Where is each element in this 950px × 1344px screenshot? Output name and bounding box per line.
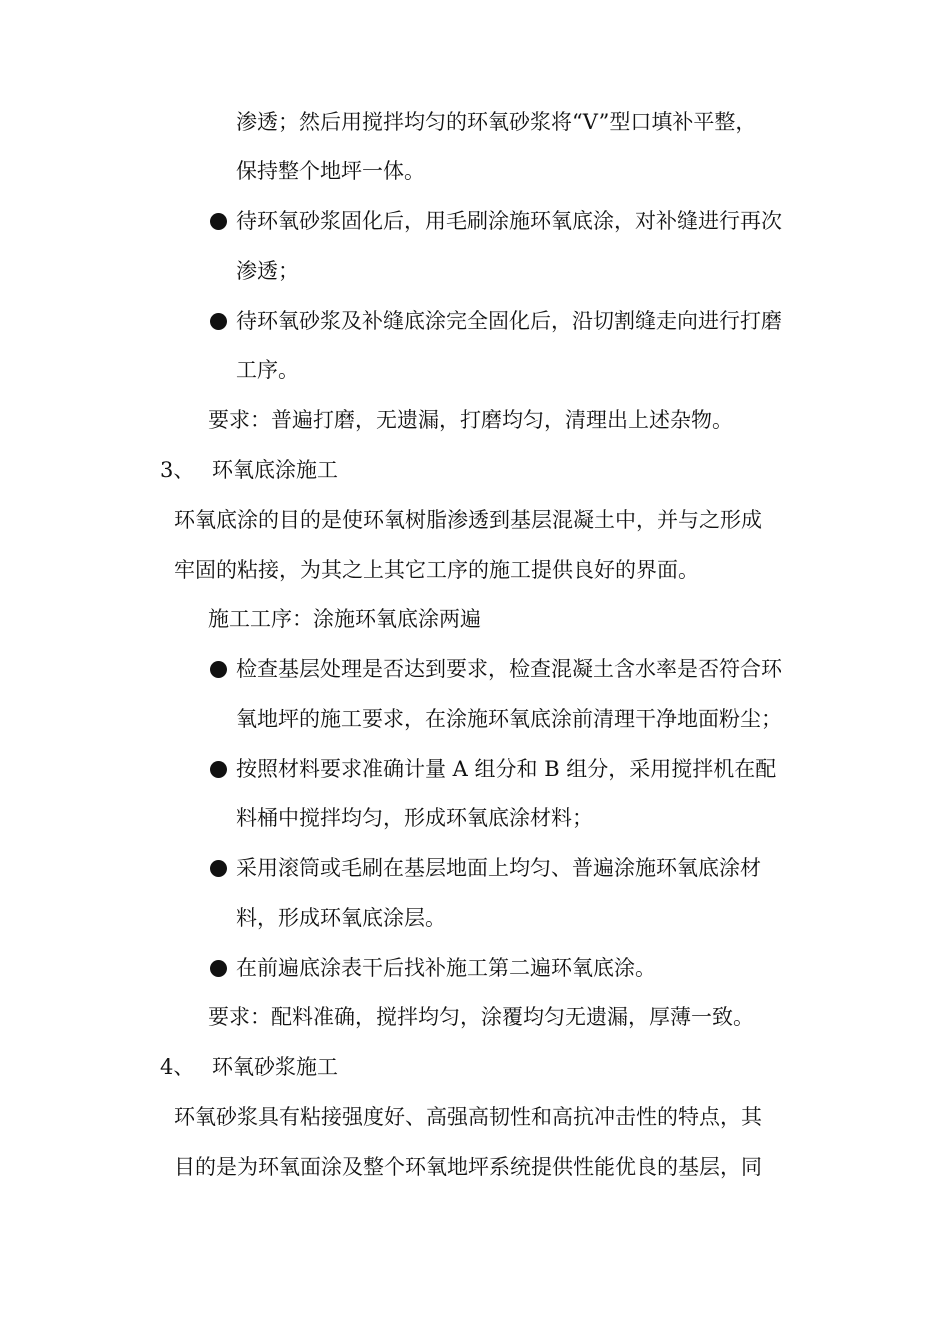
text-line: 料桶中搅拌均匀，形成环氧底涂材料； (236, 806, 593, 830)
bullet-item-text: 检查基层处理是否达到要求，检查混凝土含水率是否符合环 (236, 657, 782, 681)
section-heading: 环氧底涂施工 (212, 458, 338, 482)
bullet-item-text: 按照材料要求准确计量 A 组分和 B 组分，采用搅拌机在配 (236, 757, 777, 781)
bullet-icon (208, 854, 228, 882)
paragraph-line: 目的是为环氧面涂及整个环氧地坪系统提供性能优良的基层，同 (174, 1155, 762, 1179)
bullet-icon (208, 655, 228, 683)
bullet-icon (208, 755, 228, 783)
paragraph-line: 牢固的粘接，为其之上其它工序的施工提供良好的界面。 (174, 558, 699, 582)
bullet-item-text: 在前遍底涂表干后找补施工第二遍环氧底涂。 (236, 956, 656, 980)
paragraph-line: 环氧砂浆具有粘接强度好、高强高韧性和高抗冲击性的特点，其 (174, 1105, 762, 1129)
text-line: 料，形成环氧底涂层。 (236, 906, 446, 930)
section-heading: 环氧砂浆施工 (212, 1055, 338, 1079)
text-line: 渗透； (236, 259, 299, 283)
bullet-icon (208, 307, 228, 335)
bullet-icon (208, 207, 228, 235)
requirement-text: 要求：普遍打磨，无遗漏，打磨均匀，清理出上述杂物。 (208, 408, 733, 432)
bullet-icon (208, 954, 228, 982)
section-number: 3、 (160, 458, 195, 482)
paragraph-line: 环氧底涂的目的是使环氧树脂渗透到基层混凝土中，并与之形成 (174, 508, 762, 532)
text-line: 工序。 (236, 358, 299, 382)
requirement-text: 要求：配料准确，搅拌均匀，涂覆均匀无遗漏，厚薄一致。 (208, 1005, 754, 1029)
text-line: 保持整个地坪一体。 (236, 159, 425, 183)
bullet-item-text: 待环氧砂浆固化后，用毛刷涂施环氧底涂，对补缝进行再次 (236, 209, 782, 233)
text-line: 氧地坪的施工要求，在涂施环氧底涂前清理干净地面粉尘； (236, 707, 782, 731)
procedure-label: 施工工序：涂施环氧底涂两遍 (208, 607, 481, 631)
bullet-item-text: 待环氧砂浆及补缝底涂完全固化后，沿切割缝走向进行打磨 (236, 309, 782, 333)
section-number: 4、 (160, 1055, 195, 1079)
text-line: 渗透；然后用搅拌均匀的环氧砂浆将“V”型口填补平整， (236, 110, 757, 134)
bullet-item-text: 采用滚筒或毛刷在基层地面上均匀、普遍涂施环氧底涂材 (236, 856, 761, 880)
